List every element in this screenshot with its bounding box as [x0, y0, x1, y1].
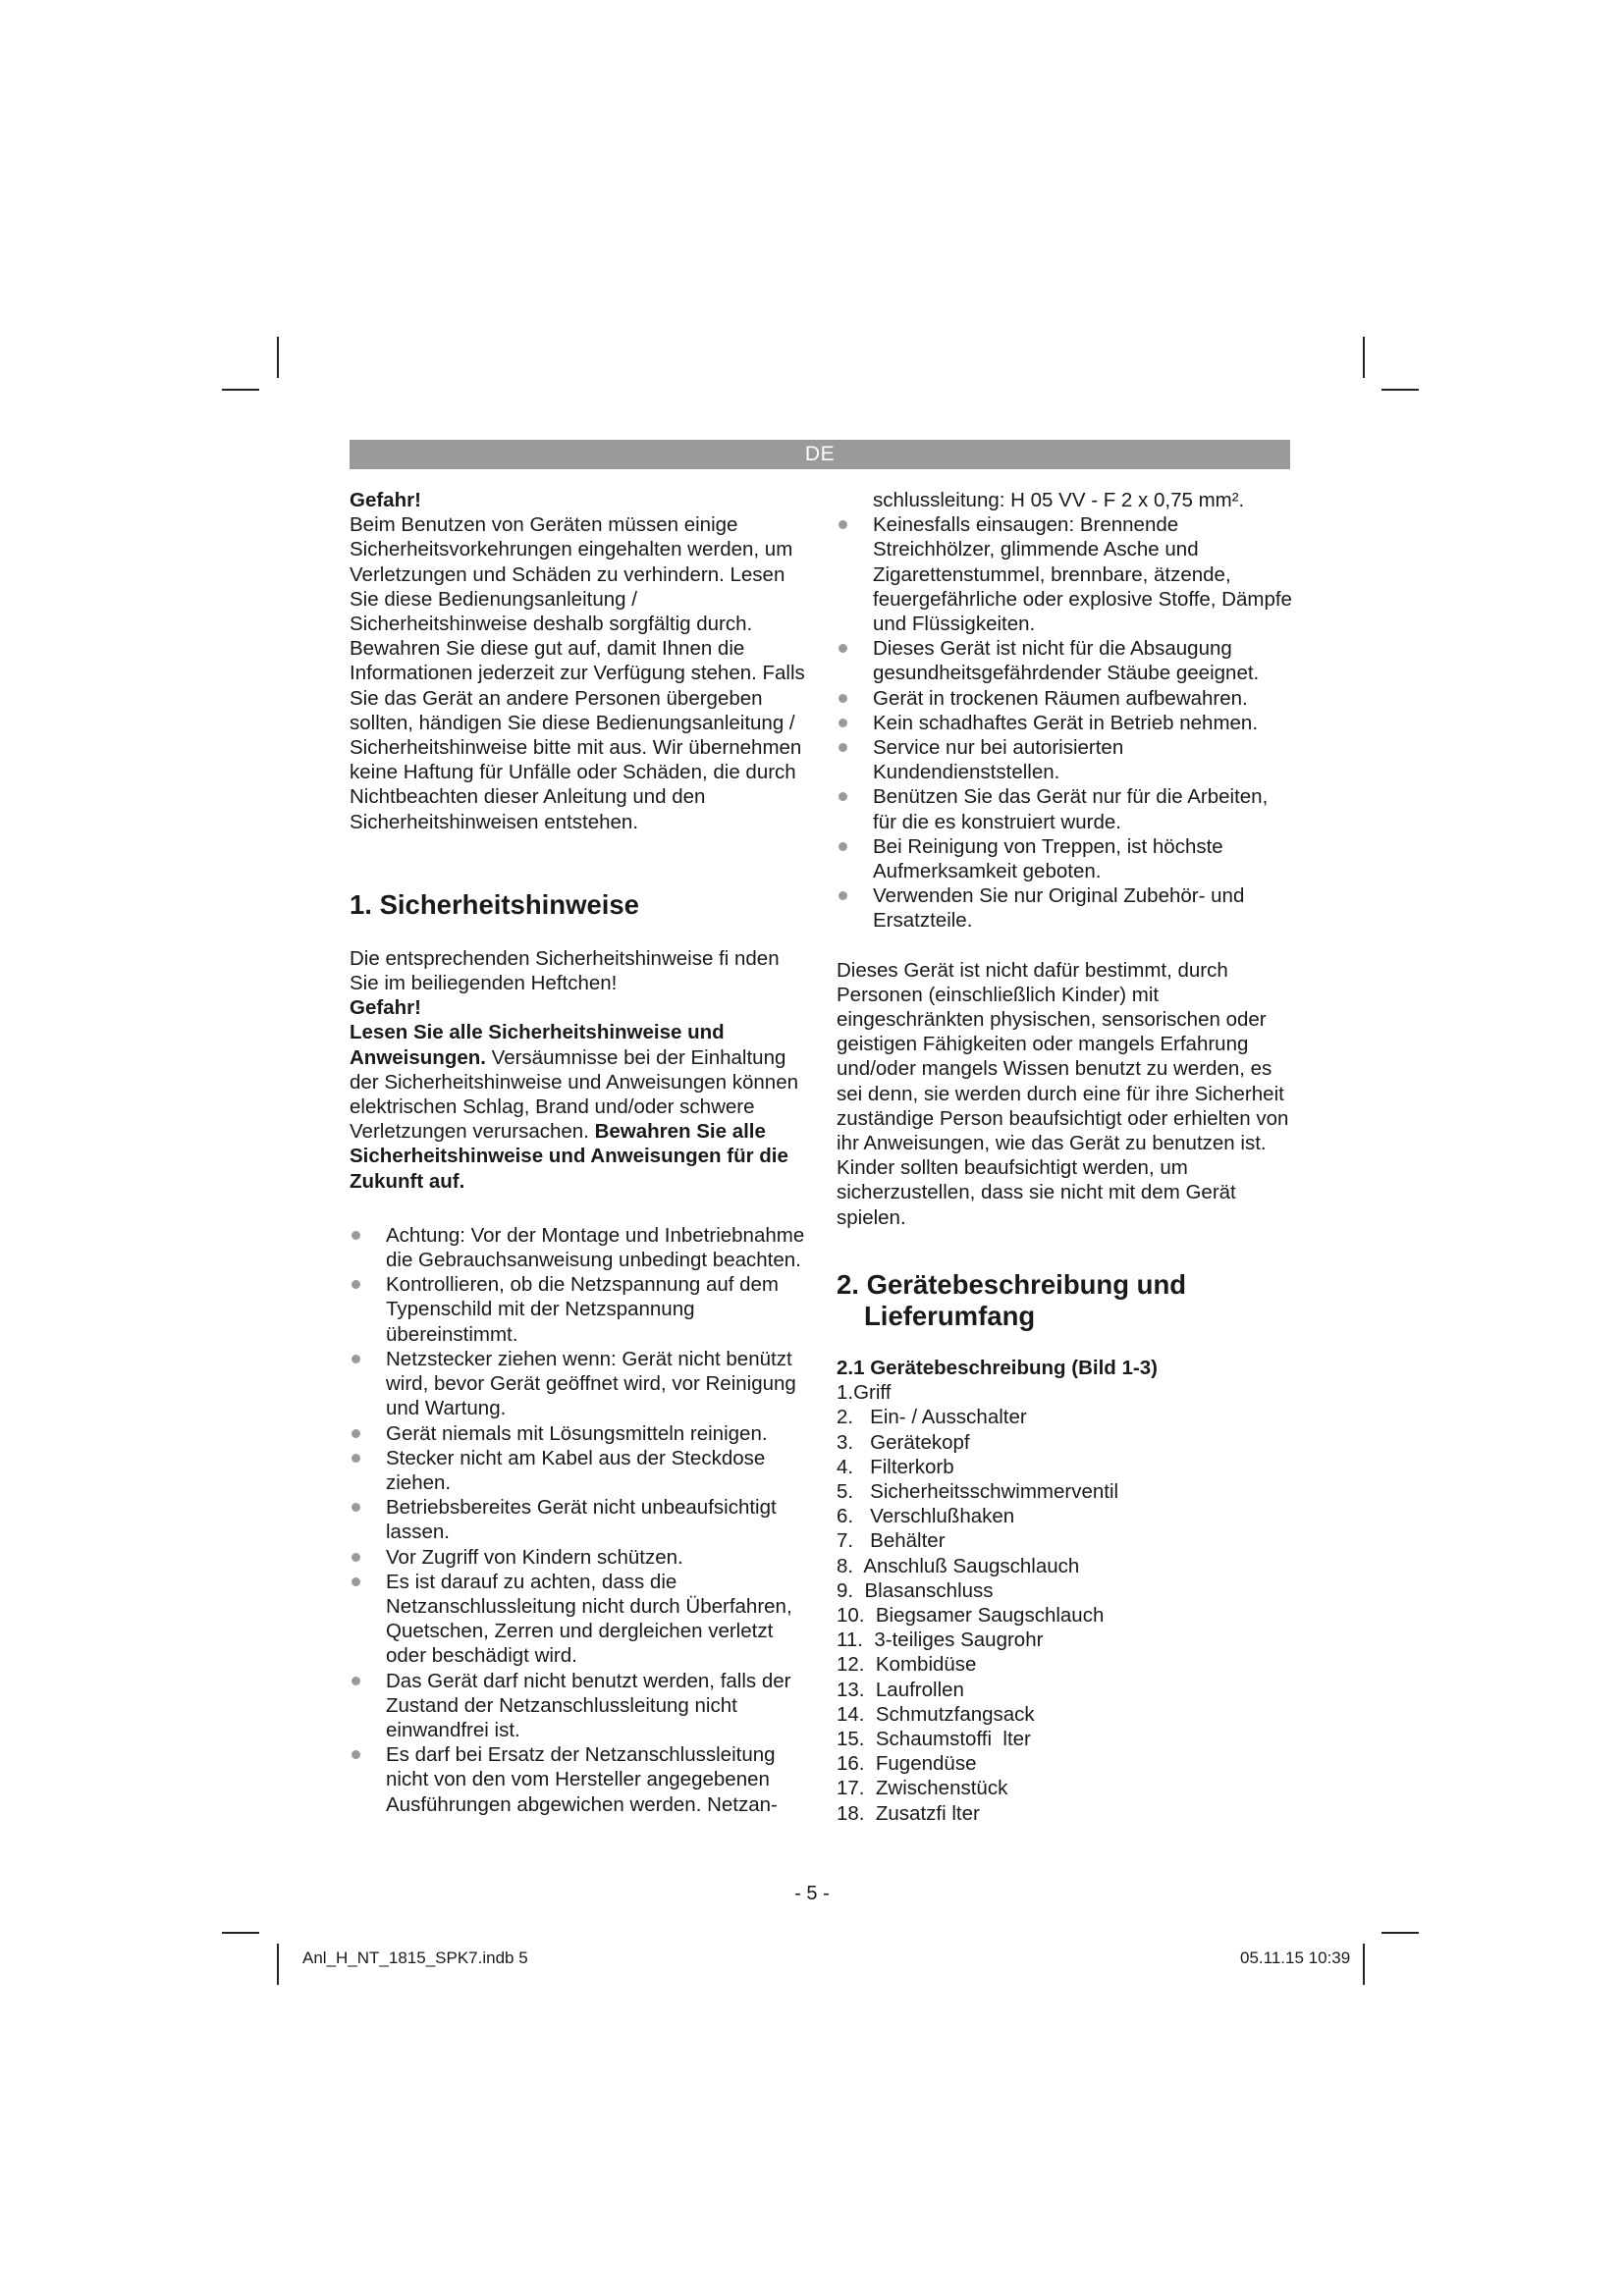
bullet-icon: [839, 891, 847, 900]
list-item: 17. Zwischenstück: [837, 1777, 1008, 1800]
list-item: 2. Ein- / Ausschalter: [837, 1406, 1027, 1429]
intro-text: Beim Benutzen von Geräten müssen einige Sicherheitsvorkehrungen eingehalten werden, um Verletzungen und Schäden zu verhindern. Lesen Sie diese Bedienungsanleitung / Sicherheitshinweise deshalb sorgfältig durch. Bewahren Sie diese gut auf, damit Ihnen die Informationen jederzeit zur Verfügung stehen. Falls Sie das Gerät an andere Personen übergeben sollten, händigen Sie diese Bedienungsanleitung / Sicherheitshinweise bitte mit aus. Wir übernehmen keine Haftung für Unfälle oder Schäden, die durch Nichtbeachten dieser Anleitung und den Sicherheitshinweisen entstehen.: [350, 513, 805, 833]
crop-mark-bottom-left-h: [222, 1932, 259, 1934]
language-label: DE: [804, 443, 836, 465]
list-item: Achtung: Vor der Montage und Inbetriebnahme die Gebrauchsanweisung unbedingt beachten.: [350, 1223, 809, 1272]
bullet-icon: [352, 1280, 360, 1289]
list-item: 16. Fugendüse: [837, 1752, 977, 1776]
list-item: Es ist darauf zu achten, dass die Netzanschlussleitung nicht durch Überfahren, Quetschen, Zerren und dergleichen verletzt oder beschädigt wird.: [350, 1570, 809, 1669]
warning-text: Versäumnisse bei der Einhaltung der Sicherheitshinweise und Anweisungen können elektrischen Schlag, Brand und/oder schwere Verletzungen verursachen.: [350, 1045, 799, 1144]
bullet-icon: [352, 1355, 360, 1363]
bullet-icon: [839, 743, 847, 752]
bullet-icon: [352, 1231, 360, 1240]
safety-bullet-list: [350, 1223, 809, 1817]
continuation-text: schlussleitung: H 05 VV - F 2 x 0,75 mm².: [873, 489, 1245, 511]
section2-heading: [837, 1269, 1296, 1332]
crop-mark-top-right-v: [1363, 337, 1365, 378]
warning-bold: Lesen Sie alle Sicherheitshinweise und Anweisungen.: [350, 1021, 725, 1069]
section1-heading: 1. Sicherheitshinweise: [350, 888, 639, 920]
list-item: Netzstecker ziehen wenn: Gerät nicht benützt wird, bevor Gerät geöffnet wird, vor Reinigung und Wartung.: [350, 1347, 809, 1421]
warning-title: Gefahr!: [350, 996, 421, 1020]
list-item: Gerät niemals mit Lösungsmitteln reinigen.: [350, 1421, 809, 1446]
parts-list: [837, 1380, 1296, 1826]
bullet-icon: [839, 719, 847, 727]
list-item: 3. Gerätekopf: [837, 1430, 970, 1454]
list-item: 10. Biegsamer Saugschlauch: [837, 1603, 1105, 1627]
warning-bold-end: Bewahren Sie alle Sicherheitshinweise und Anweisungen für die Zukunft auf.: [350, 1120, 788, 1193]
right-column: [837, 488, 1296, 1826]
list-item: Keinesfalls einsaugen: Brennende Streichhölzer, glimmende Asche und Zigarettenstummel, brennbare, ätzende, feuergefährliche oder explosive Stoffe, Dämpfe und Flüssigkeiten.: [837, 512, 1296, 636]
list-item: 11. 3-teiliges Saugrohr: [837, 1629, 1044, 1652]
bullet-icon: [352, 1429, 360, 1438]
list-item: Gerät in trockenen Räumen aufbewahren.: [837, 686, 1296, 711]
list-item: 6. Verschlußhaken: [837, 1505, 1015, 1528]
bullet-icon: [839, 520, 847, 529]
list-item: 13. Laufrollen: [837, 1678, 964, 1701]
list-item: 4. Filterkorb: [837, 1455, 954, 1478]
list-item: Es darf bei Ersatz der Netzanschlussleitung nicht von den vom Hersteller angegebenen Ausführungen abgewichen werden. Netzan-: [350, 1742, 809, 1817]
list-item: Vor Zugriff von Kindern schützen.: [350, 1545, 809, 1570]
list-item: Betriebsbereites Gerät nicht unbeaufsichtigt lassen.: [350, 1495, 809, 1544]
crop-mark-top-left-h: [222, 389, 259, 391]
bullet-icon: [839, 694, 847, 703]
warning-paragraph: [350, 1020, 809, 1193]
bullet-icon: [839, 792, 847, 801]
bullet-icon: [839, 644, 847, 653]
list-item: 8. Anschluß Saugschlauch: [837, 1554, 1080, 1577]
language-bar: [350, 440, 1290, 469]
section2-heading-line2: Lieferumfang: [864, 1300, 1036, 1331]
list-item: Benützen Sie das Gerät nur für die Arbeiten, für die es konstruiert wurde.: [837, 784, 1296, 833]
crop-mark-bottom-left-v: [277, 1944, 279, 1985]
list-item: Service nur bei autorisierten Kundendienststellen.: [837, 735, 1296, 784]
section2-heading-line1: 2. Gerätebeschreibung und: [837, 1268, 1187, 1300]
list-item: Bei Reinigung von Treppen, ist höchste Aufmerksamkeit geboten.: [837, 834, 1296, 883]
list-item: Stecker nicht am Kabel aus der Steckdose ziehen.: [350, 1446, 809, 1495]
list-item: Dieses Gerät ist nicht für die Absaugung gesundheitsgefährdender Stäube geeignet.: [837, 636, 1296, 685]
crop-mark-bottom-right-h: [1381, 1932, 1419, 1934]
bullet-icon: [352, 1577, 360, 1586]
page-number: - 5 -: [794, 1883, 830, 1904]
section1-intro: Die entsprechenden Sicherheitshinweise fi nden Sie im beiliegenden Heftchen!: [350, 946, 780, 995]
bullet-icon: [352, 1750, 360, 1759]
list-item: 14. Schmutzfangsack: [837, 1702, 1035, 1726]
footer-file-info: Anl_H_NT_1815_SPK7.indb 5: [302, 1949, 528, 1967]
list-item: Kein schadhaftes Gerät in Betrieb nehmen.: [837, 711, 1296, 735]
list-item: Das Gerät darf nicht benutzt werden, falls der Zustand der Netzanschlussleitung nicht einwandfrei ist.: [350, 1669, 809, 1743]
left-column: [350, 488, 809, 1817]
bullet-icon: [352, 1503, 360, 1512]
list-item: Verwenden Sie nur Original Zubehör- und Ersatzteile.: [837, 883, 1296, 933]
footer-date-time: 05.11.15 10:39: [1240, 1949, 1351, 1967]
children-note: Dieses Gerät ist nicht dafür bestimmt, durch Personen (einschließlich Kinder) mit eingeschränkten physischen, sensorischen oder geistigen Fähigkeiten oder mangels Erfahrung und/oder mangels Wissen benutzt zu werden, es sei denn, sie werden durch eine für ihre Sicherheit zuständige Person beaufsichtigt oder erhielten von ihr Anweisungen, wie das Gerät zu benutzen ist. Kinder sollten beaufsichtigt werden, um sicherzustellen, dass sie nicht mit dem Gerät spielen.: [837, 958, 1289, 1229]
list-item: 15. Schaumstoffi lter: [837, 1727, 1031, 1750]
crop-mark-bottom-right-v: [1363, 1944, 1365, 1985]
list-item: 5. Sicherheitsschwimmerventil: [837, 1479, 1119, 1503]
list-item: 12. Kombidüse: [837, 1653, 977, 1677]
list-item: 1.Griff: [837, 1381, 892, 1405]
list-item: Kontrollieren, ob die Netzspannung auf dem Typenschild mit der Netzspannung übereinstimmt.: [350, 1272, 809, 1347]
list-item: 9. Blasanschluss: [837, 1578, 994, 1602]
bullet-icon: [352, 1677, 360, 1685]
list-item: 18. Zusatzfi lter: [837, 1801, 980, 1825]
crop-mark-top-left-v: [277, 337, 279, 378]
bullet-icon: [839, 842, 847, 851]
crop-mark-top-right-h: [1381, 389, 1419, 391]
list-item: 7. Behälter: [837, 1529, 946, 1553]
bullet-icon: [352, 1454, 360, 1463]
bullet-icon: [352, 1553, 360, 1562]
safety-bullet-list-right: [837, 512, 1296, 933]
section2-subheading: 2.1 Gerätebeschreibung (Bild 1-3): [837, 1356, 1158, 1379]
intro-title: Gefahr!: [350, 489, 421, 511]
